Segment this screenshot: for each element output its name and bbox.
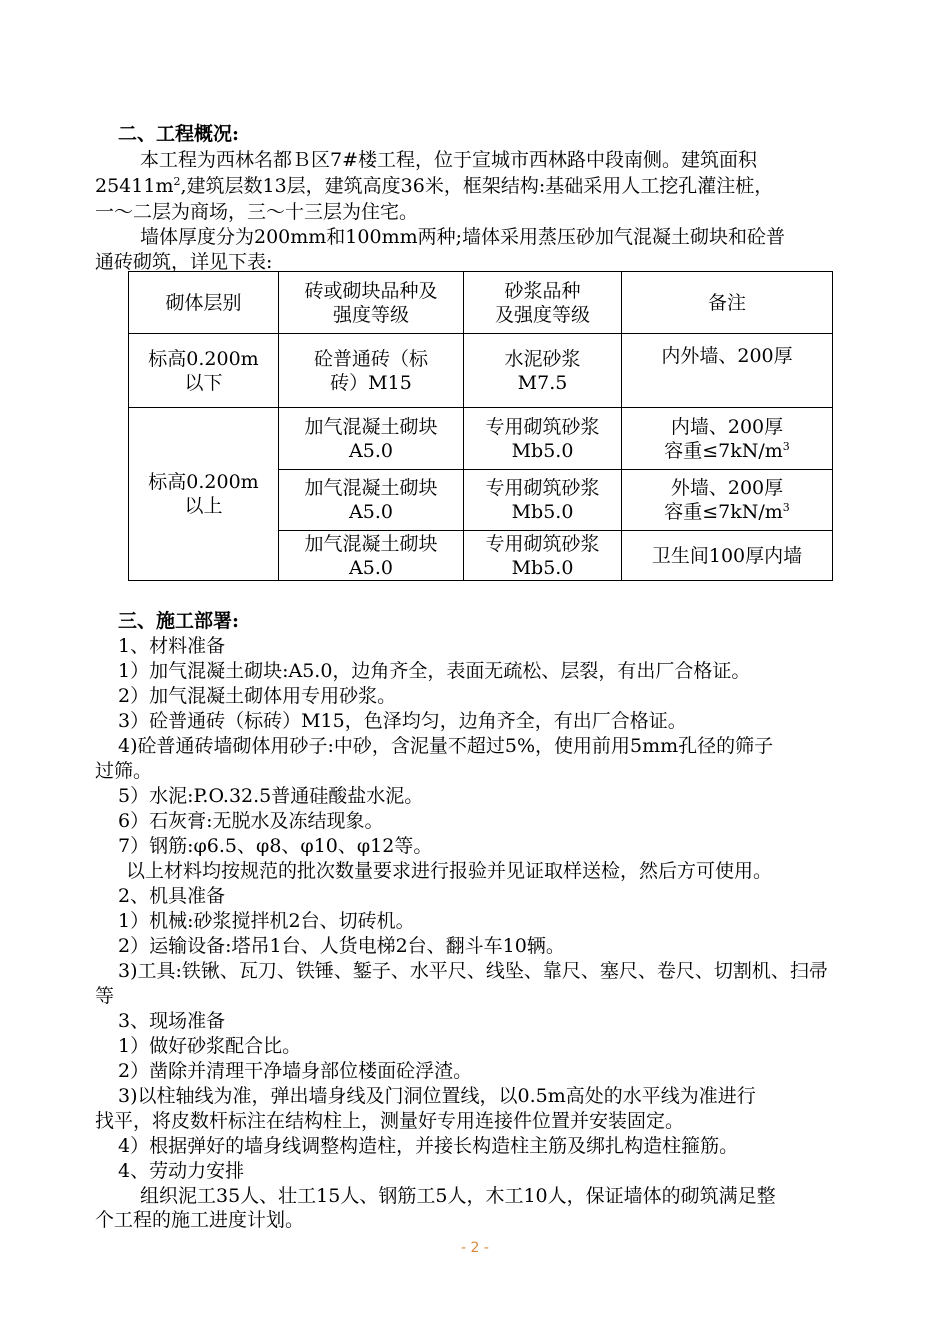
masonry-spec-table	[128, 271, 833, 581]
cell-note: 外墙、200厚 容重$\le 7kN/m^3$	[622, 470, 833, 531]
subsection-title: 4、劳动力安排	[118, 1160, 245, 1182]
cell-brick: 加气混凝土砌块 A5.0	[279, 531, 464, 581]
body-line: 个工程的施工进度计划。	[95, 1209, 305, 1231]
cell-note: 卫生间100厚内墙	[622, 531, 833, 581]
overview-line-2: $25411m^2$,建筑层数13层，建筑高度36米，框架结构:基础采用人工挖孔灌注桩，	[95, 175, 774, 197]
cell-layer: 标高0.200m 以下	[129, 334, 279, 408]
header-note: 备注	[622, 272, 833, 334]
wall-desc-line-1: 墙体厚度分为200mm和100mm两种;墙体采用蒸压砂加气混凝土砌块和砼普	[140, 226, 785, 248]
cell-mortar: 专用砌筑砂浆 Mb5.0	[464, 470, 622, 531]
body-line: 3)工具:铁锹、瓦刀、铁锤、錾子、水平尺、线坠、靠尺、塞尺、卷尺、切割机、扫帚	[118, 960, 828, 982]
body-line: 1）加气混凝土砌块:A5.0，边角齐全，表面无疏松、层裂，有出厂合格证。	[118, 660, 751, 682]
header-layer: 砌体层别	[129, 272, 279, 334]
subsection-title: 2、机具准备	[118, 885, 226, 907]
body-line: 5）水泥:P.O.32.5普通硅酸盐水泥。	[118, 785, 424, 807]
overview-line-3: 一～二层为商场，三～十三层为住宅。	[95, 201, 419, 223]
body-line: 2）运输设备:塔吊1台、人货电梯2台、翻斗车10辆。	[118, 935, 565, 957]
cell-brick: 加气混凝土砌块 A5.0	[279, 408, 464, 470]
body-line: 过筛。	[95, 760, 153, 782]
body-line: 2）加气混凝土砌体用专用砂浆。	[118, 685, 397, 707]
body-line: 1）做好砂浆配合比。	[118, 1035, 302, 1057]
body-line: 2）凿除并清理干净墙身部位楼面砼浮渣。	[118, 1060, 473, 1082]
subsection-title: 3、现场准备	[118, 1010, 226, 1032]
table-row	[129, 408, 833, 470]
subsection-title: 1、材料准备	[118, 635, 226, 657]
section2-heading: 二、工程概况:	[118, 123, 240, 145]
body-line: 7）钢筋:φ6.5、φ8、φ10、φ12等。	[118, 835, 433, 857]
body-line: 等	[95, 985, 115, 1007]
cell-mortar: 水泥砂浆 M7.5	[464, 334, 622, 408]
header-mortar: 砂浆品种 及强度等级	[464, 272, 622, 334]
body-line: 4)砼普通砖墙砌体用砂子:中砂，含泥量不超过5%，使用前用5mm孔径的筛子	[118, 735, 774, 757]
body-line: 4）根据弹好的墙身线调整构造柱，并接长构造柱主筋及绑扎构造柱箍筋。	[118, 1135, 739, 1157]
cell-mortar: 专用砌筑砂浆 Mb5.0	[464, 408, 622, 470]
wall-desc-line-2: 通砖砌筑，详见下表:	[95, 251, 273, 273]
table-row	[129, 334, 833, 408]
table-header-row	[129, 272, 833, 334]
body-line: 3）砼普通砖（标砖）M15，色泽均匀，边角齐全，有出厂合格证。	[118, 710, 687, 732]
overview-line-1: 本工程为西林名都Ｂ区7#楼工程，位于宣城市西林路中段南侧。建筑面积	[140, 149, 758, 171]
body-line: 找平，将皮数杆标注在结构柱上，测量好专用连接件位置并安装固定。	[95, 1110, 685, 1132]
cell-note: 内外墙、200厚	[622, 334, 833, 408]
section3-heading: 三、施工部署:	[118, 610, 240, 632]
header-brick: 砖或砌块品种及 强度等级	[279, 272, 464, 334]
cell-mortar: 专用砌筑砂浆 Mb5.0	[464, 531, 622, 581]
body-line: 组织泥工35人、壮工15人、钢筋工5人，木工10人，保证墙体的砌筑满足整	[140, 1185, 776, 1207]
body-line: 6）石灰膏:无脱水及冻结现象。	[118, 810, 384, 832]
cell-layer-group: 标高0.200m 以上	[129, 408, 279, 581]
body-line: 3)以柱轴线为准，弹出墙身线及门洞位置线，以0.5m高处的水平线为准进行	[118, 1085, 756, 1107]
body-line: 1）机械:砂浆搅拌机2台、切砖机。	[118, 910, 415, 932]
cell-note: 内墙、200厚 容重$\le 7kN/m^3$	[622, 408, 833, 470]
page-number: - 2 -	[461, 1240, 489, 1256]
cell-brick: 砼普通砖（标 砖）M15	[279, 334, 464, 408]
body-line: 以上材料均按规范的批次数量要求进行报验并见证取样送检，然后方可使用。	[126, 860, 773, 882]
cell-brick: 加气混凝土砌块 A5.0	[279, 470, 464, 531]
